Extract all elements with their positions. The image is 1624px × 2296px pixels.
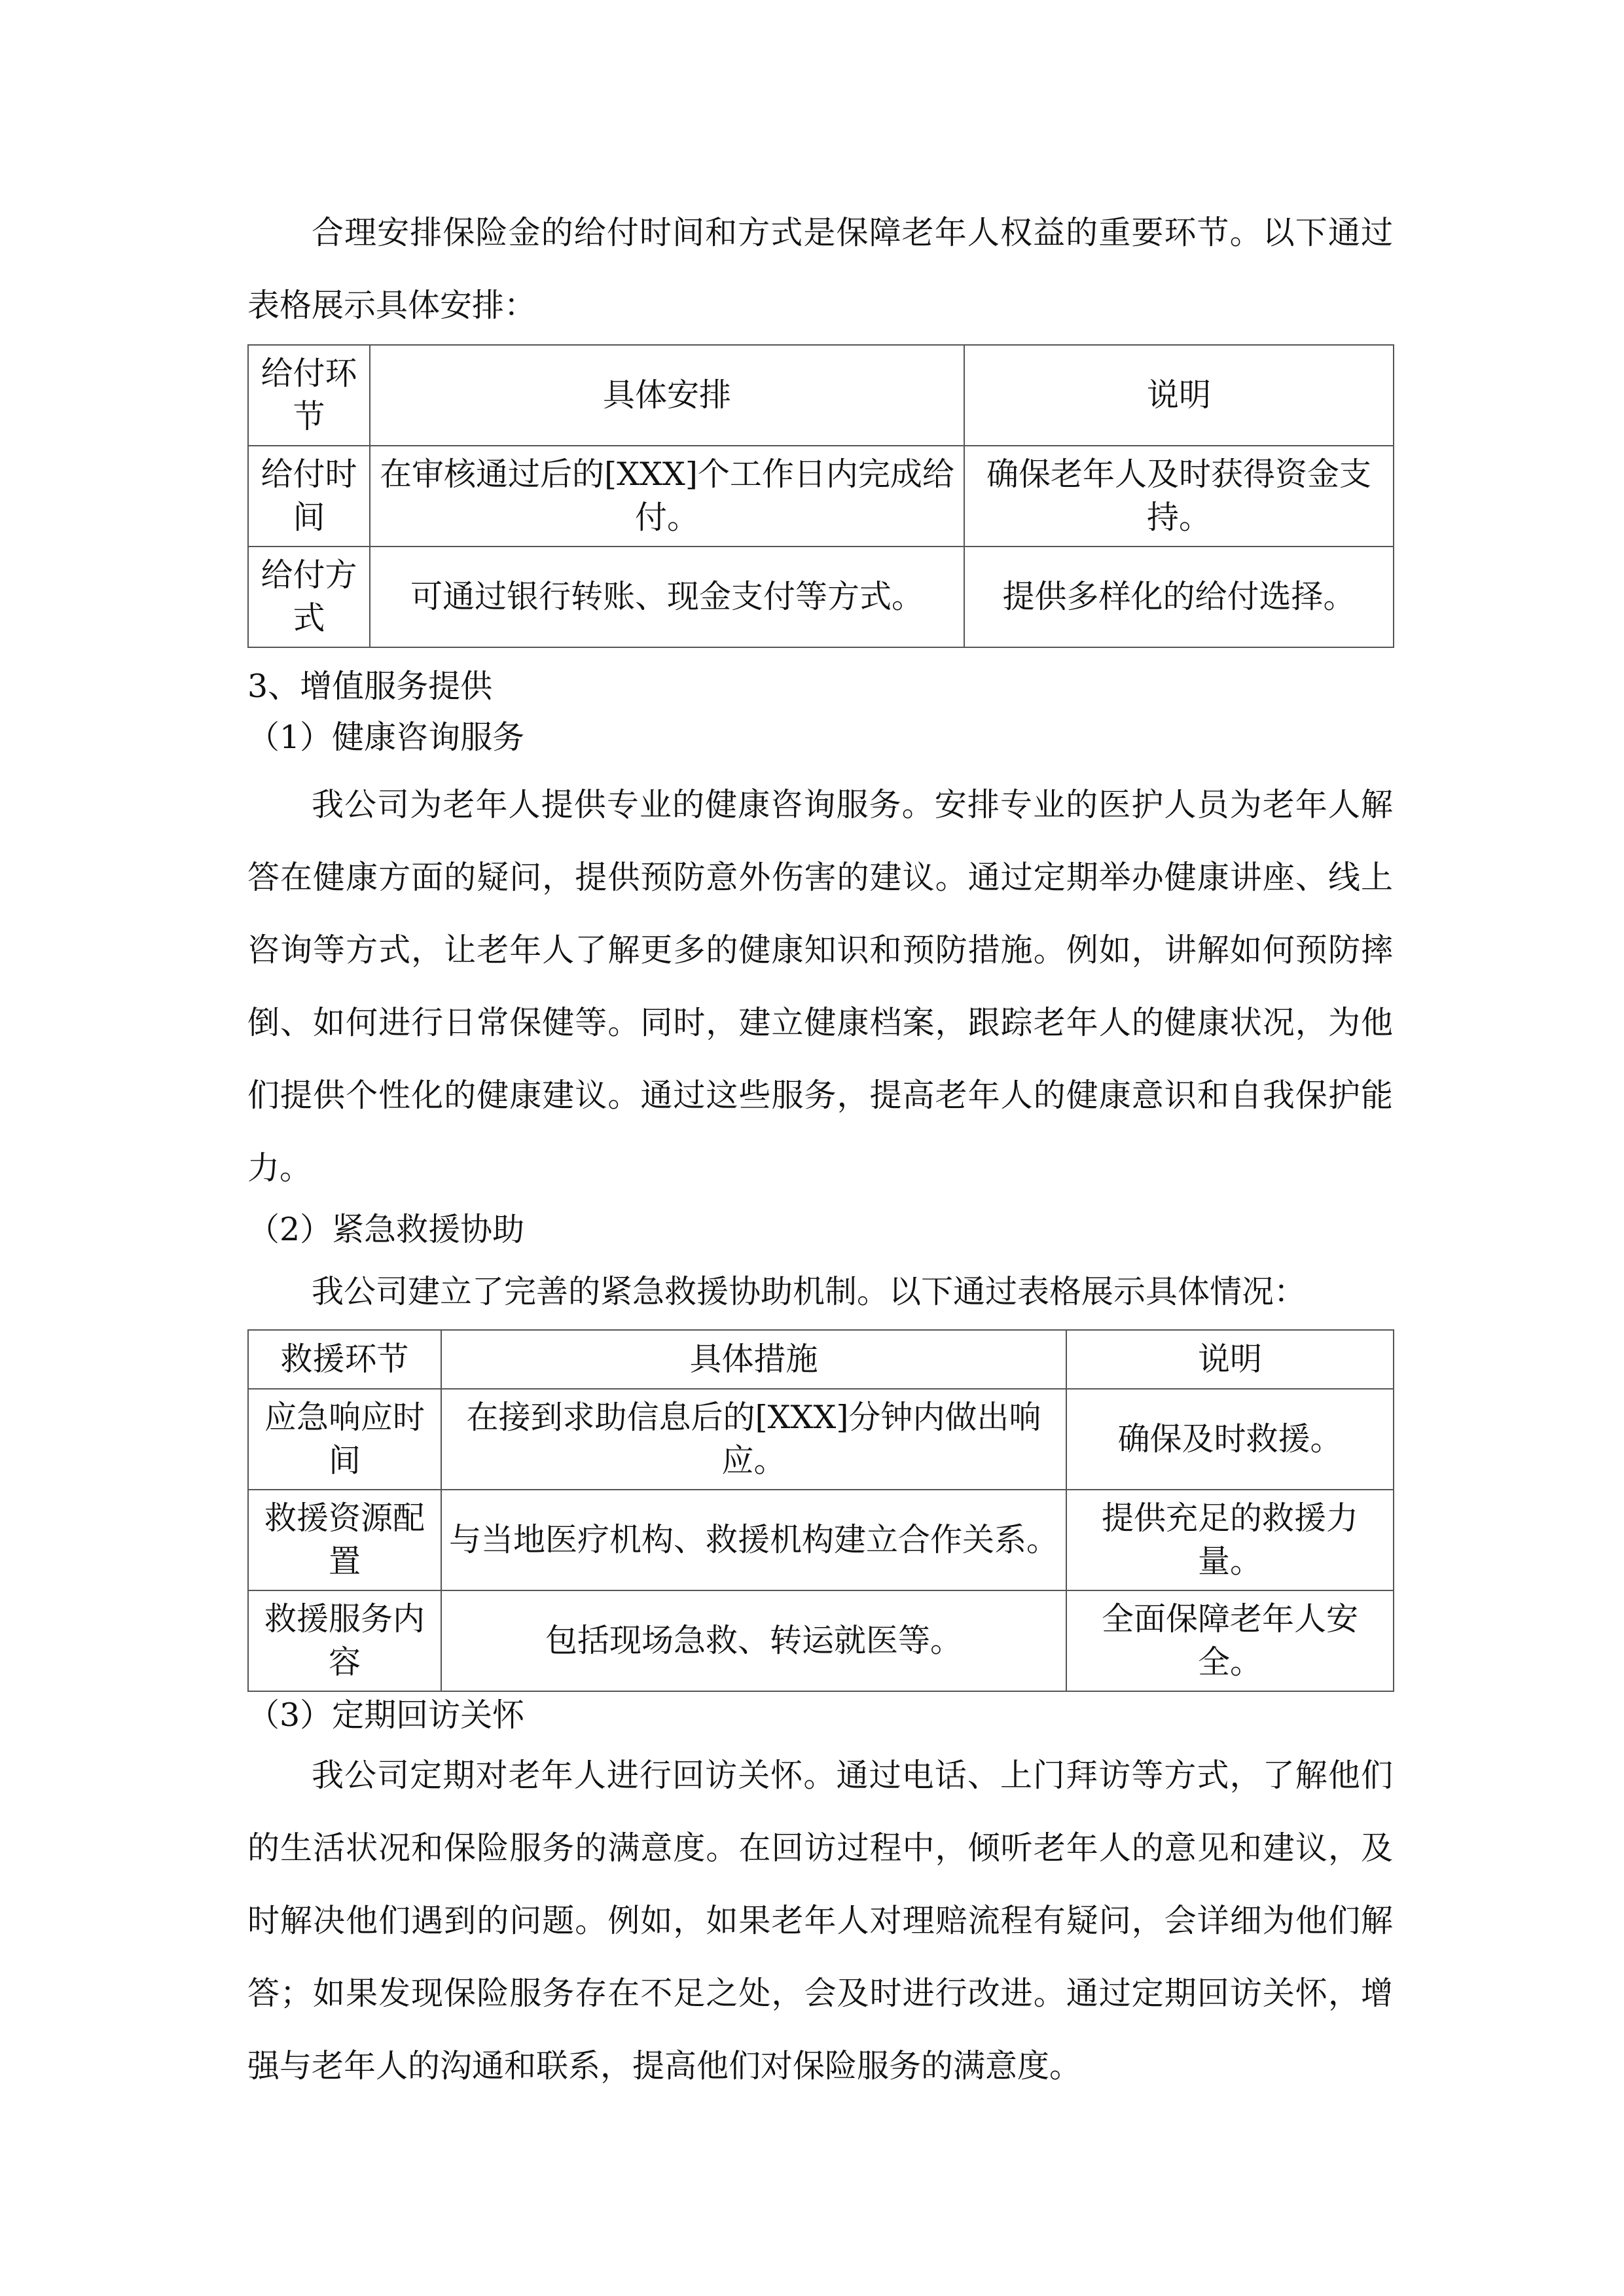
subsection-3-paragraph: 我公司定期对老年人进行回访关怀。通过电话、上门拜访等方式，了解他们的生活状况和保险服务的满意度。在回访过程中，倾听老年人的意见和建议，及时解决他们遇到的问题。例如，如果老年人对理赔流程有疑问，会详细为他们解答；如果发现保险服务存在不足之处，会及时进行改进。通过定期回访关怀，增强与老年人的沟通和联系，提高他们对保险服务的满意度。 xyxy=(247,1757,1393,2085)
subsection-1-title: （1）健康咨询服务 xyxy=(247,719,525,756)
table-cell: 与当地医疗机构、救援机构建立合作关系。 xyxy=(441,1490,1066,1590)
table-header-cell: 给付环节 xyxy=(248,345,370,446)
rescue-table xyxy=(247,1329,1394,1692)
table-row xyxy=(248,1389,1394,1490)
table-cell: 全面保障老年人安全。 xyxy=(1066,1590,1394,1691)
table-header-cell: 说明 xyxy=(1066,1330,1394,1389)
table-cell: 救援资源配置 xyxy=(248,1490,441,1590)
table-cell: 在接到求助信息后的[XXX]分钟内做出响应。 xyxy=(441,1389,1066,1490)
table-cell: 提供多样化的给付选择。 xyxy=(964,547,1394,647)
subsection-2-paragraph: 我公司建立了完善的紧急救援协助机制。以下通过表格展示具体情况： xyxy=(312,1273,1307,1310)
table-row xyxy=(248,547,1394,647)
table-cell: 救援服务内容 xyxy=(248,1590,441,1691)
table-row xyxy=(248,1490,1394,1590)
table-cell: 应急响应时间 xyxy=(248,1389,441,1490)
payment-table xyxy=(247,344,1394,648)
table-cell: 包括现场急救、转运就医等。 xyxy=(441,1590,1066,1691)
table-header-row xyxy=(248,345,1394,446)
section-3-title: 3、增值服务提供 xyxy=(247,668,493,705)
table-header-cell: 说明 xyxy=(964,345,1394,446)
table-cell: 给付方式 xyxy=(248,547,370,647)
table-cell: 确保老年人及时获得资金支持。 xyxy=(964,446,1394,547)
subsection-3-title: （3）定期回访关怀 xyxy=(247,1696,525,1734)
table-header-cell: 救援环节 xyxy=(248,1330,441,1389)
table-header-cell: 具体措施 xyxy=(441,1330,1066,1389)
document-page xyxy=(247,196,1393,2102)
subsection-1-paragraph: 我公司为老年人提供专业的健康咨询服务。安排专业的医护人员为老年人解答在健康方面的疑问，提供预防意外伤害的建议。通过定期举办健康讲座、线上咨询等方式，让老年人了解更多的健康知识和预防措施。例如，讲解如何预防摔倒、如何进行日常保健等。同时，建立健康档案，跟踪老年人的健康状况，为他们提供个性化的健康建议。通过这些服务，提高老年人的健康意识和自我保护能力。 xyxy=(247,786,1393,1187)
intro-paragraph: 合理安排保险金的给付时间和方式是保障老年人权益的重要环节。以下通过表格展示具体安排： xyxy=(247,214,1393,324)
table-cell: 给付时间 xyxy=(248,446,370,547)
table-cell: 可通过银行转账、现金支付等方式。 xyxy=(370,547,964,647)
table-cell: 在审核通过后的[XXX]个工作日内完成给付。 xyxy=(370,446,964,547)
table-cell: 提供充足的救援力量。 xyxy=(1066,1490,1394,1590)
table-header-row xyxy=(248,1330,1394,1389)
table-cell: 确保及时救援。 xyxy=(1066,1389,1394,1490)
table-row xyxy=(248,1590,1394,1691)
subsection-2-title: （2）紧急救援协助 xyxy=(247,1211,525,1248)
table-header-cell: 具体安排 xyxy=(370,345,964,446)
table-row xyxy=(248,446,1394,547)
